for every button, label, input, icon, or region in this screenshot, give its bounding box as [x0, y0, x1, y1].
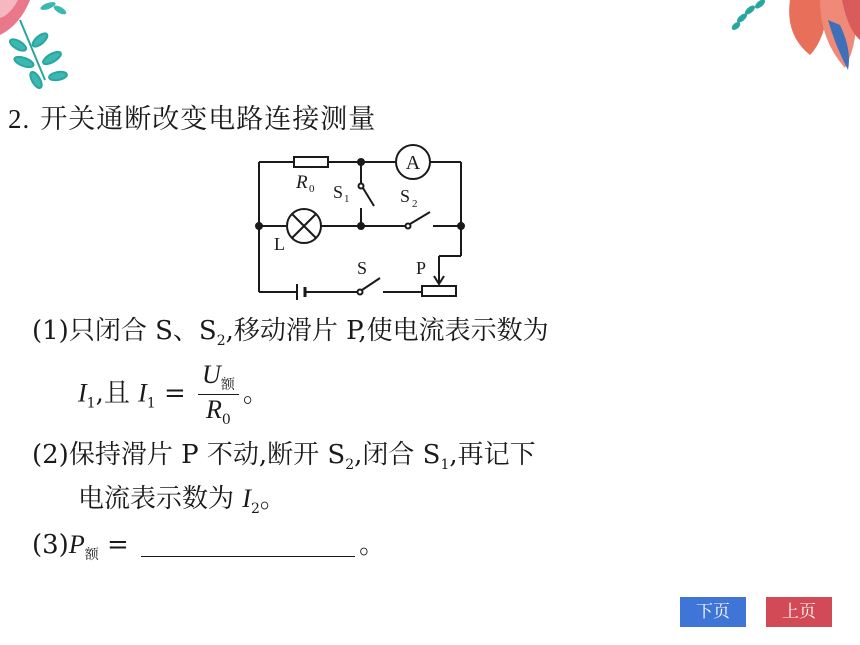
step-3-var-p: P — [68, 530, 85, 559]
step-2-cont: 电流表示数为 — [78, 484, 235, 514]
step-1-prefix: (1)只闭合 S、S — [32, 316, 217, 346]
junction-mid — [358, 223, 364, 229]
label-lamp: L — [274, 234, 285, 254]
step-1-and: ,且 — [95, 378, 130, 409]
previous-page-button[interactable]: 上页 — [766, 597, 832, 627]
label-s2: S — [400, 186, 411, 206]
step-1-eq-sign: = — [163, 378, 186, 409]
label-r-sub: 0 — [309, 183, 315, 195]
step-2-line-2 — [78, 486, 286, 516]
switch-s-blade — [362, 278, 380, 290]
problem-number: 2. — [8, 104, 31, 134]
label-r: R — [296, 172, 308, 193]
answer-blank[interactable] — [141, 534, 355, 557]
s2-contact-left — [406, 224, 411, 229]
step-1-line-2 — [78, 362, 269, 427]
label-s1: S — [333, 182, 344, 202]
switch-s1-blade — [363, 188, 374, 206]
step-3-eq-sign: = — [107, 530, 129, 560]
label-p: P — [416, 258, 427, 278]
step-1-var-i-sub: 1 — [86, 395, 96, 412]
ammeter-label: A — [405, 152, 421, 174]
step-3-line — [32, 532, 385, 562]
label-s1-sub: 1 — [344, 193, 350, 205]
problem-heading: 开关通断改变电路连接测量 — [40, 104, 377, 135]
step-1-eq-var-sub: 1 — [146, 395, 156, 412]
step-1-var-i: I — [78, 378, 87, 408]
step-3-end: 。 — [359, 530, 386, 560]
fraction-num-sub: 额 — [220, 377, 235, 393]
step-2-var-i: I — [242, 484, 251, 513]
step-2-prefix-sub: 2 — [345, 457, 355, 473]
step-1-end: 。 — [242, 378, 269, 409]
fraction-num-var: U — [202, 360, 221, 389]
circuit-diagram — [250, 144, 480, 304]
step-1-line-1 — [32, 318, 549, 348]
step-1-eq-var: I — [138, 378, 147, 408]
step-2-var-i-sub: 2 — [250, 501, 260, 517]
rheostat — [422, 286, 456, 296]
step-1-fraction — [198, 362, 239, 427]
label-s: S — [357, 258, 368, 278]
step-3-prefix: (3) — [32, 530, 69, 560]
step-1-prefix-sub: 2 — [216, 333, 226, 349]
fraction-den-sub: 0 — [221, 412, 231, 428]
fraction-den-var: R — [206, 395, 222, 424]
step-2-prefix: (2)保持滑片 P 不动,断开 S — [32, 440, 346, 470]
resistor-r0 — [294, 157, 328, 167]
fraction-numerator — [198, 362, 239, 395]
switch-s2-blade — [410, 212, 430, 224]
s-contact-left — [358, 290, 363, 295]
step-2-mid-sub: 1 — [440, 457, 450, 473]
step-3-var-p-sub: 额 — [84, 547, 99, 563]
step-2-mid: ,闭合 S — [354, 440, 441, 470]
step-2-end: 。 — [259, 484, 286, 514]
junction-left — [256, 223, 262, 229]
fraction-denominator — [198, 395, 239, 427]
label-s2-sub: 2 — [412, 198, 418, 210]
leaf-decoration-top-right — [730, 0, 860, 75]
leaf-decoration-top-left — [0, 0, 90, 95]
step-2-line-1 — [32, 442, 536, 472]
s1-contact-top — [359, 184, 364, 189]
step-1-text: ,移动滑片 P,使电流表示数为 — [225, 316, 549, 346]
problem-title — [8, 97, 376, 136]
next-page-button[interactable]: 下页 — [680, 597, 746, 627]
step-2-text: ,再记下 — [449, 440, 536, 470]
